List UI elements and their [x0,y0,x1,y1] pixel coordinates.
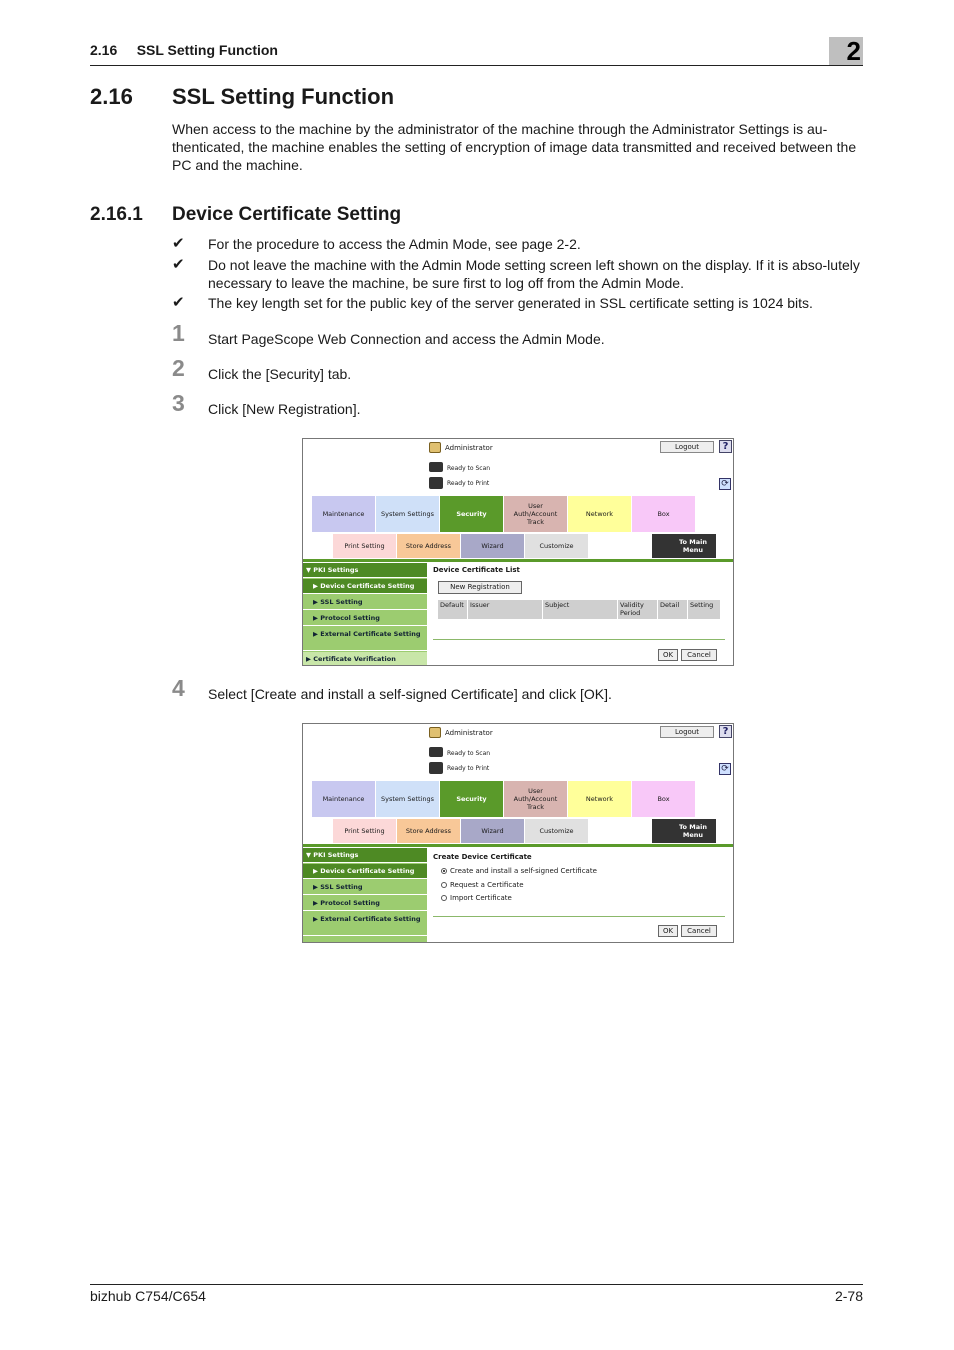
sidebar-item-external-certificate-setting[interactable]: ▶ External Certificate Setting [303,912,427,936]
ok-button[interactable]: OK [658,649,678,661]
sidebar-label: PKI Settings [313,851,359,859]
footer-page-number: 2-78 [834,1288,863,1304]
tab-network[interactable]: Network [568,496,631,532]
sidebar-pki-settings[interactable]: ▼ PKI Settings [303,848,427,863]
radio-import-certificate[interactable] [441,894,512,902]
section-title: SSL Setting Function [172,84,395,109]
bullet-item [172,294,862,312]
sidebar-item-device-certificate-setting[interactable]: ▶ Device Certificate Setting [303,864,427,879]
col-issuer: Issuer [468,600,543,619]
sidebar-label: SSL Setting [320,883,363,891]
ok-button[interactable]: OK [658,925,678,937]
section-number: 2.16 [90,84,133,109]
administrator-icon [429,727,441,738]
tab-box[interactable]: Box [632,781,695,817]
col-default: Default [438,600,468,619]
tab-system-settings[interactable]: System Settings [376,781,439,817]
logout-button[interactable]: Logout [660,441,714,453]
bullet-text: The key length set for the public key of the server generated in SSL certificate setting is 1024 bits. [208,295,813,311]
tab-print-setting[interactable]: Print Setting [333,534,396,558]
refresh-icon[interactable]: ⟳ [719,763,731,775]
sidebar-label: Protocol Setting [320,614,380,622]
bullet-item [172,235,862,253]
tab-system-settings[interactable]: System Settings [376,496,439,532]
col-validity-period: Validity Period [618,600,658,619]
step-text: Select [Create and install a self-signed Certificate] and click [OK]. [208,686,612,702]
radio-label: Request a Certificate [450,881,524,889]
col-setting: Setting [688,600,721,619]
step-text: Click [New Registration]. [208,401,361,417]
tab-customize[interactable]: Customize [525,534,588,558]
running-header-title: 2.16 SSL Setting Function [90,42,278,58]
step-number: 3 [172,390,185,416]
administrator-label: Administrator [445,444,493,452]
col-subject: Subject [543,600,618,619]
sidebar-item-external-certificate-setting[interactable]: ▶ External Certificate Setting [303,627,427,651]
refresh-icon[interactable]: ⟳ [719,478,731,490]
print-status: Ready to Print [447,480,490,487]
check-icon: ✔ [172,235,185,252]
radio-button-selected[interactable] [441,868,447,874]
sidebar-label: External Certificate Setting [320,915,421,923]
subsection-number: 2.16.1 [90,204,143,225]
sidebar-item-protocol-setting[interactable]: ▶ Protocol Setting [303,611,427,626]
cancel-button[interactable]: Cancel [681,649,717,661]
help-icon[interactable]: ? [719,725,732,738]
to-main-menu-button[interactable] [652,534,716,558]
step-number: 2 [172,355,185,381]
radio-button[interactable] [441,895,447,901]
tab-box[interactable]: Box [632,496,695,532]
tab-wizard[interactable]: Wizard [461,534,524,558]
sidebar-item-certificate-verification[interactable]: ▶ Certificate Verification [303,652,427,666]
to-main-menu-label: To Main Menu [678,538,707,554]
content-divider [433,916,725,917]
step-number: 1 [172,320,185,346]
tab-user-auth-account-track[interactable]: User Auth/Account Track [504,496,567,532]
cancel-button[interactable]: Cancel [681,925,717,937]
sidebar-pki-settings[interactable]: ▼ PKI Settings [303,563,427,578]
tab-maintenance[interactable]: Maintenance [312,781,375,817]
screenshot-device-certificate-list [302,438,734,666]
tab-wizard[interactable]: Wizard [461,819,524,843]
sidebar-item-ssl-setting[interactable]: ▶ SSL Setting [303,880,427,895]
sidebar-label: SSL Setting [320,598,363,606]
bullet-text: Do not leave the machine with the Admin Mode setting screen left shown on the display. If it is abso-lutely necessary to leave the machine, be sure first to log off from the Admin Mode. [208,257,860,291]
col-detail: Detail [658,600,688,619]
tab-user-auth-account-track[interactable]: User Auth/Account Track [504,781,567,817]
bullet-item [172,256,862,292]
radio-label: Import Certificate [450,894,512,902]
scan-status: Ready to Scan [447,465,491,472]
sidebar-label: External Certificate Setting [320,630,421,638]
tab-maintenance[interactable]: Maintenance [312,496,375,532]
sidebar-item-device-certificate-setting[interactable]: ▶ Device Certificate Setting [303,579,427,594]
sidebar-item-ssl-setting[interactable]: ▶ SSL Setting [303,595,427,610]
tab-customize[interactable]: Customize [525,819,588,843]
sidebar [303,563,427,666]
running-header [90,36,863,66]
step-text: Start PageScope Web Connection and access the Admin Mode. [208,331,605,347]
page-footer [90,1284,863,1304]
radio-label: Create and install a self-signed Certificate [450,867,597,875]
check-icon: ✔ [172,294,185,311]
bullet-text: For the procedure to access the Admin Mode, see page 2-2. [208,236,581,252]
section-heading [90,84,394,110]
scanner-icon [429,462,443,472]
logout-button[interactable]: Logout [660,726,714,738]
printer-icon [429,477,443,489]
chapter-number: 2 [829,37,863,65]
sidebar [303,848,427,943]
printer-icon [429,762,443,774]
page-title: Create Device Certificate [433,853,532,861]
tab-store-address[interactable]: Store Address [397,534,460,558]
step-item [172,390,361,418]
green-divider [303,844,734,847]
sidebar-item-protocol-setting[interactable]: ▶ Protocol Setting [303,896,427,911]
footer-model: bizhub C754/C654 [90,1288,206,1304]
sidebar-label: Certificate Verification [313,655,396,663]
check-icon: ✔ [172,256,185,273]
tab-security[interactable]: Security [440,496,503,532]
certificate-table-header [438,600,721,620]
radio-create-self-signed[interactable] [441,867,597,875]
to-main-menu-label: To Main Menu [678,823,707,839]
radio-button[interactable] [441,882,447,888]
step-text: Click the [Security] tab. [208,366,352,382]
administrator-label: Administrator [445,729,493,737]
green-divider [303,559,734,562]
step-item [172,355,352,383]
help-icon[interactable]: ? [719,440,732,453]
page-title: Device Certificate List [433,566,520,574]
administrator-icon [429,442,441,453]
step-number: 4 [172,675,185,701]
sidebar-label: Device Certificate Setting [320,582,415,590]
sidebar-label: Device Certificate Setting [320,867,415,875]
screenshot-create-device-certificate [302,723,734,943]
tab-security[interactable]: Security [440,781,503,817]
scan-status: Ready to Scan [447,750,491,757]
subsection-heading [90,204,401,226]
sidebar-label: Protocol Setting [320,899,380,907]
step-item [172,675,612,703]
scanner-icon [429,747,443,757]
step-item [172,320,605,348]
sidebar-label: PKI Settings [313,566,359,574]
print-status: Ready to Print [447,765,490,772]
content-divider [433,639,725,640]
tab-store-address[interactable]: Store Address [397,819,460,843]
radio-request-certificate[interactable] [441,881,524,889]
new-registration-button[interactable]: New Registration [438,581,522,594]
tab-print-setting[interactable]: Print Setting [333,819,396,843]
intro-paragraph: When access to the machine by the administrator of the machine through the Administrator Settings is au-thenticated, the machine enables the setting of encryption of image data transmitted and received between the PC and the machine. [172,121,857,173]
subsection-title: Device Certificate Setting [172,204,402,225]
to-main-menu-button[interactable] [652,819,716,843]
tab-network[interactable]: Network [568,781,631,817]
